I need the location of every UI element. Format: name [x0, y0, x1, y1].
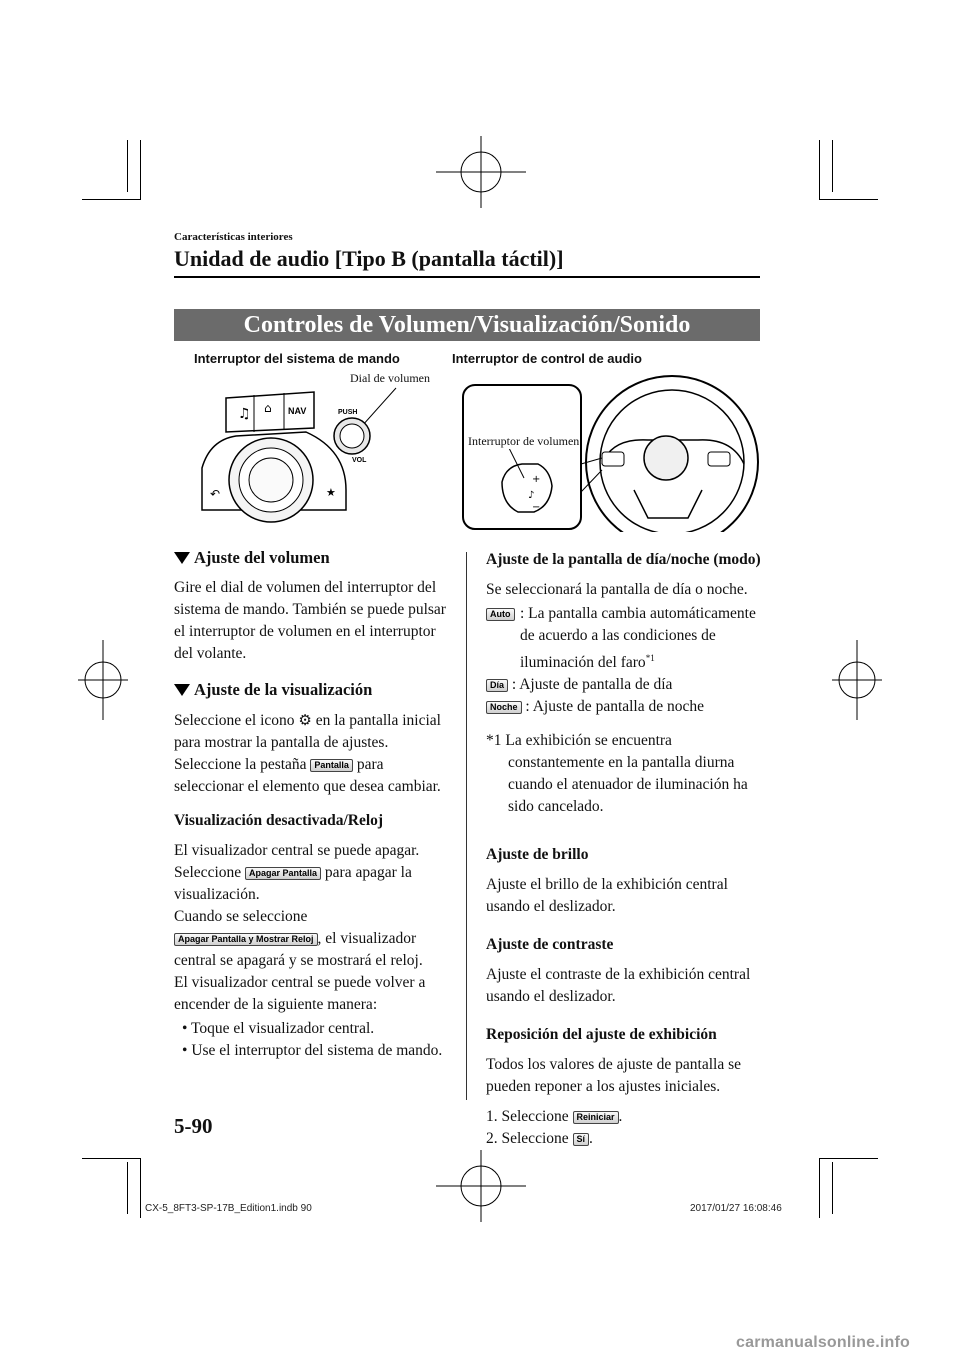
back-arrow-icon: ↶ [210, 487, 221, 501]
svg-text:PUSH: PUSH [338, 409, 358, 416]
registration-mark-bottom [436, 1150, 526, 1222]
callout-volume-switch: Interruptor de volumen [468, 434, 580, 448]
daynight-day: Día : Ajuste de pantalla de día [486, 674, 762, 696]
reset-step-2: 2. Seleccione Sí . [486, 1130, 593, 1148]
si-button[interactable]: Sí [573, 1133, 590, 1146]
volume-down-icon: − [532, 502, 541, 513]
right-column [486, 549, 762, 1150]
heading-reset: Reposición del ajuste de exhibición [486, 1026, 717, 1044]
column-divider [466, 552, 467, 1100]
registration-mark-left [78, 640, 128, 720]
left-column [174, 547, 456, 1062]
reiniciar-button[interactable]: Reiniciar [573, 1111, 619, 1124]
registration-mark-right [832, 640, 882, 720]
section-banner: Controles de Volumen/Visualización/Sonido [174, 309, 760, 341]
reset-body: Todos los valores de ajuste de pantalla se pueden reponer a los ajustes iniciales. [486, 1056, 742, 1096]
watermark: carmanualsonline.info [736, 1334, 911, 1351]
home-icon: ⌂ [264, 401, 272, 415]
header-rule [174, 276, 760, 278]
imprint-timestamp: 2017/01/27 16:08:46 [690, 1203, 782, 1214]
heading-off-clock: Visualización desactivada/Reloj [174, 812, 384, 829]
volume-up-icon: + [532, 474, 541, 485]
reset-step-1: 1. Seleccione Reiniciar . [486, 1108, 623, 1126]
heading-brightness: Ajuste de brillo [486, 846, 589, 864]
daynight-night: Noche : Ajuste de pantalla de noche [486, 696, 762, 718]
apagar-pantalla-button[interactable]: Apagar Pantalla [245, 867, 321, 880]
svg-text:NAV: NAV [288, 406, 307, 416]
heading-contrast: Ajuste de contraste [486, 936, 614, 954]
page-title: Unidad de audio [Tipo B (pantalla táctil)] [174, 246, 564, 271]
noche-button[interactable]: Noche [486, 701, 522, 714]
daynight-intro: Se seleccionará la pantalla de día o noche. [486, 581, 748, 598]
heading-display: Ajuste de la visualización [174, 679, 456, 701]
triangle-bullet-icon [174, 684, 190, 696]
heading-daynight: Ajuste de la pantalla de día/noche (modo) [486, 551, 761, 568]
turn-on-methods-list [182, 1018, 456, 1062]
registration-mark-top [436, 136, 526, 208]
steering-wheel-illustration [462, 374, 762, 532]
music-note-icon: ♫ [238, 406, 251, 422]
caption-command-switch: Interruptor del sistema de mando [194, 351, 400, 366]
star-icon: ★ [326, 486, 336, 499]
triangle-bullet-icon [174, 552, 190, 564]
auto-button[interactable]: Auto [486, 608, 515, 621]
list-item: • Use el interruptor del sistema de mando. [182, 1040, 456, 1062]
mute-icon: ♪ [528, 490, 535, 501]
imprint-file: CX-5_8FT3-SP-17B_Edition1.indb 90 [145, 1203, 312, 1214]
dia-button[interactable]: Día [486, 679, 508, 692]
pantalla-tab-button[interactable]: Pantalla [310, 759, 353, 772]
brightness-body: Ajuste el brillo de la exhibición central usando el deslizador. [486, 876, 728, 916]
list-item: • Toque el visualizador central. [182, 1018, 456, 1040]
daynight-auto: Auto : La pantalla cambia automáticamente de acuerdo a las condiciones de iluminación del faro$^{*1}$ [486, 603, 762, 674]
display-body: Seleccione el icono ⚙ en la pantalla inicial para mostrar la pantalla de ajustes. Seleccione la pestaña Pantalla para seleccionar el elemento que desea cambiar. [174, 711, 441, 795]
caption-audio-control-switch: Interruptor de control de audio [452, 351, 642, 366]
settings-gear-icon: ⚙ [298, 711, 312, 729]
volume-body: Gire el dial de volumen del interruptor del sistema de mando. También se puede pulsar el interruptor de volumen en el interruptor del volante. [174, 579, 446, 662]
command-switch-illustration [196, 380, 446, 530]
heading-volume: Ajuste del volumen [174, 547, 456, 569]
apagar-pantalla-mostrar-reloj-button[interactable]: Apagar Pantalla y Mostrar Reloj [174, 933, 318, 946]
contrast-body: Ajuste el contraste de la exhibición central usando el deslizador. [486, 966, 751, 1006]
section-kicker: Características interiores [174, 231, 293, 243]
footnote: *1 La exhibición se encuentra constantemente en la pantalla diurna cuando el atenuador de iluminación ha sido cancelado. [486, 732, 748, 816]
callout-volume-dial: Dial de volumen [350, 371, 430, 385]
off-clock-body: El visualizador central se puede apagar. Seleccione Apagar Pantalla para apagar la visualización. Cuando se seleccione Apagar Pantalla y Mostrar Reloj , el visualizador central se apagará y se mostrará el reloj. El visualizador central se puede volver a encender de la siguiente manera: [174, 842, 426, 1013]
page-number: 5-90 [174, 1114, 213, 1138]
svg-text:VOL: VOL [352, 457, 367, 464]
